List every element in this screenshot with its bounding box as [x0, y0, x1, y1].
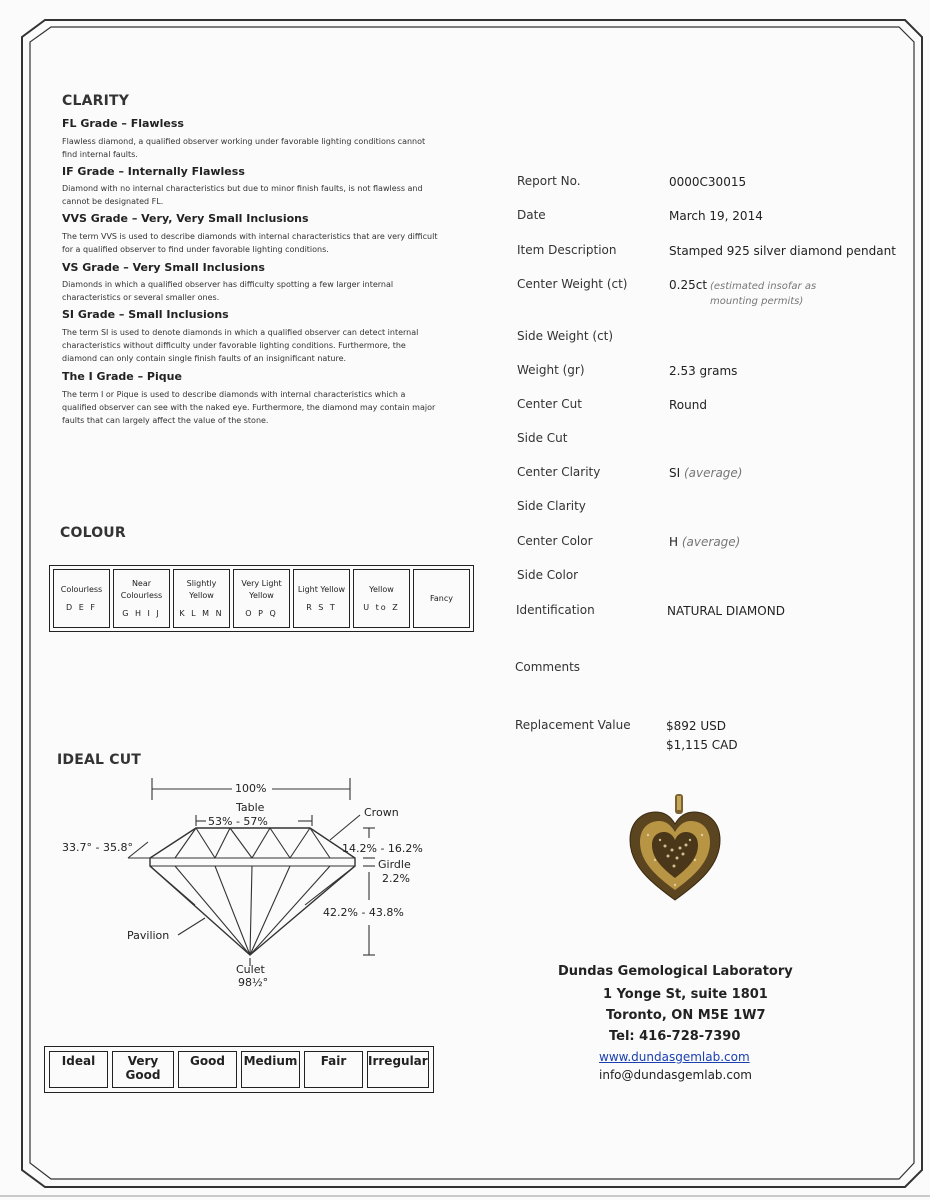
colour-cell-name: Colourless	[60, 584, 103, 594]
cut-grade-cell: Ideal	[49, 1051, 108, 1088]
colour-cell-name: Yellow	[369, 584, 394, 594]
cut-grade-cell: Medium	[241, 1051, 300, 1088]
colour-cell-code: D E F	[66, 602, 97, 612]
report-no-label: Report No.	[517, 174, 581, 188]
colour-cell-code: R S T	[306, 602, 337, 612]
colour-cell-name: Light Yellow	[297, 584, 346, 594]
report-no-value: 0000C30015	[669, 175, 747, 189]
date-value: March 19, 2014	[669, 209, 763, 223]
center-color-note: (average)	[681, 535, 741, 549]
lab-website-link[interactable]: www.dundasgemlab.com	[599, 1050, 750, 1064]
pavilion-depth-label: 42.2% - 43.8%	[323, 906, 404, 919]
pavilion-label: Pavilion	[127, 929, 170, 942]
cut-grade-cell: Irregular	[367, 1051, 429, 1088]
cut-grade-table	[44, 1046, 434, 1093]
table-label: Table	[236, 801, 265, 814]
center-weight-value: 0.25ct	[669, 278, 708, 292]
grade-si-title: SI Grade – Small Inclusions	[62, 308, 229, 321]
lab-phone: Tel: 416-728-7390	[609, 1029, 741, 1044]
side-cut-label: Side Cut	[517, 431, 568, 445]
grade-si-text: The term SI is used to denote diamonds in which a qualified observer can detect internal characteristics without difficulty under favorable lighting conditions. Furthermore, the diamond can only contain single finish faults of an insignificant nature.	[62, 328, 419, 363]
center-clarity-note: (average)	[683, 466, 743, 480]
lab-address-line2: Toronto, ON M5E 1W7	[606, 1008, 766, 1023]
crown-height-label: 14.2% - 16.2%	[342, 842, 423, 855]
crown-label: Crown	[364, 806, 399, 819]
heart-pendant-image	[620, 790, 730, 905]
center-color-grade: H	[669, 535, 679, 549]
cut-grade-cell: Good	[178, 1051, 237, 1088]
girdle-value-label: 2.2%	[382, 872, 410, 885]
cut-grade-cell: Very Good	[112, 1051, 174, 1088]
culet-label: Culet	[236, 963, 265, 976]
grade-if-text: Diamond with no internal characteristics but due to minor finish faults, is not flawless and cannot be designated FL.	[62, 184, 423, 206]
center-weight-note: (estimated insofar as mounting permits)	[710, 281, 817, 307]
comments-label: Comments	[515, 660, 581, 674]
identification-label: Identification	[516, 603, 595, 617]
grade-fl-title: FL Grade – Flawless	[62, 117, 184, 130]
item-description-label: Item Description	[517, 243, 617, 257]
girdle-label: Girdle	[378, 858, 411, 871]
width-label: 100%	[235, 782, 267, 795]
colour-cell-code: O P Q	[245, 608, 278, 618]
clarity-heading: CLARITY	[62, 93, 130, 109]
replacement-value-usd: $892 USD	[666, 719, 726, 733]
item-description-value: Stamped 925 silver diamond pendant	[669, 244, 896, 258]
colour-cell-code: G H I J	[122, 608, 161, 618]
cut-grade-cell: Fair	[304, 1051, 363, 1088]
grade-if-title: IF Grade – Internally Flawless	[62, 165, 245, 178]
colour-cell-name: Fancy	[430, 593, 453, 603]
replacement-value-cad: $1,115 CAD	[666, 738, 738, 752]
grade-vvs-title: VVS Grade – Very, Very Small Inclusions	[62, 212, 309, 225]
ideal-cut-heading: IDEAL CUT	[57, 752, 142, 768]
grade-vvs-text: The term VVS is used to describe diamonds with internal characteristics that are very difficult for a qualified observer to find under favorable lighting conditions.	[62, 232, 438, 254]
date-label: Date	[517, 208, 546, 222]
lab-email: info@dundasgemlab.com	[599, 1068, 752, 1082]
side-color-label: Side Color	[517, 568, 579, 582]
grade-i-text: The term I or Pique is used to describe diamonds with internal characteristics which a qualified observer can see with the naked eye. Furthermore, the diamond may contain major faults that can largely affect the value of the stone.	[62, 390, 436, 425]
identification-value: NATURAL DIAMOND	[667, 604, 785, 618]
center-color-label: Center Color	[517, 534, 593, 548]
colour-cell-name: Near Colourless	[120, 578, 163, 600]
colour-cell-name: Slightly Yellow	[186, 578, 217, 600]
colour-heading: COLOUR	[60, 525, 126, 541]
weight-gr-label: Weight (gr)	[517, 363, 585, 377]
center-cut-value: Round	[669, 398, 707, 412]
center-clarity-label: Center Clarity	[517, 465, 601, 479]
lab-address-line1: 1 Yonge St, suite 1801	[603, 987, 768, 1002]
center-color-value	[669, 535, 740, 549]
center-cut-label: Center Cut	[517, 397, 582, 411]
center-weight-label: Center Weight (ct)	[517, 277, 628, 291]
colour-cell-code: U to Z	[363, 602, 400, 612]
center-clarity-value	[669, 466, 742, 480]
table-range-label: 53% - 57%	[208, 815, 268, 828]
weight-gr-value: 2.53 grams	[669, 364, 738, 378]
crown-angle-label: 33.7° - 35.8°	[62, 841, 133, 854]
grade-vs-title: VS Grade – Very Small Inclusions	[62, 261, 265, 274]
replacement-value-label: Replacement Value	[515, 718, 631, 732]
side-clarity-label: Side Clarity	[517, 499, 586, 513]
colour-cell-code: K L M N	[179, 608, 224, 618]
grade-vs-text: Diamonds in which a qualified observer has difficulty spotting a few larger internal characteristics or several smaller ones.	[62, 280, 394, 302]
grade-fl-text: Flawless diamond, a qualified observer working under favorable lighting conditions cannot find internal faults.	[62, 137, 426, 159]
culet-angle-label: 98½°	[238, 976, 269, 989]
grade-i-title: The I Grade – Pique	[62, 370, 182, 383]
lab-name: Dundas Gemological Laboratory	[558, 964, 793, 979]
side-weight-label: Side Weight (ct)	[517, 329, 614, 343]
center-clarity-grade: SI	[669, 466, 681, 480]
colour-cell-name: Very Light Yellow	[241, 578, 282, 600]
